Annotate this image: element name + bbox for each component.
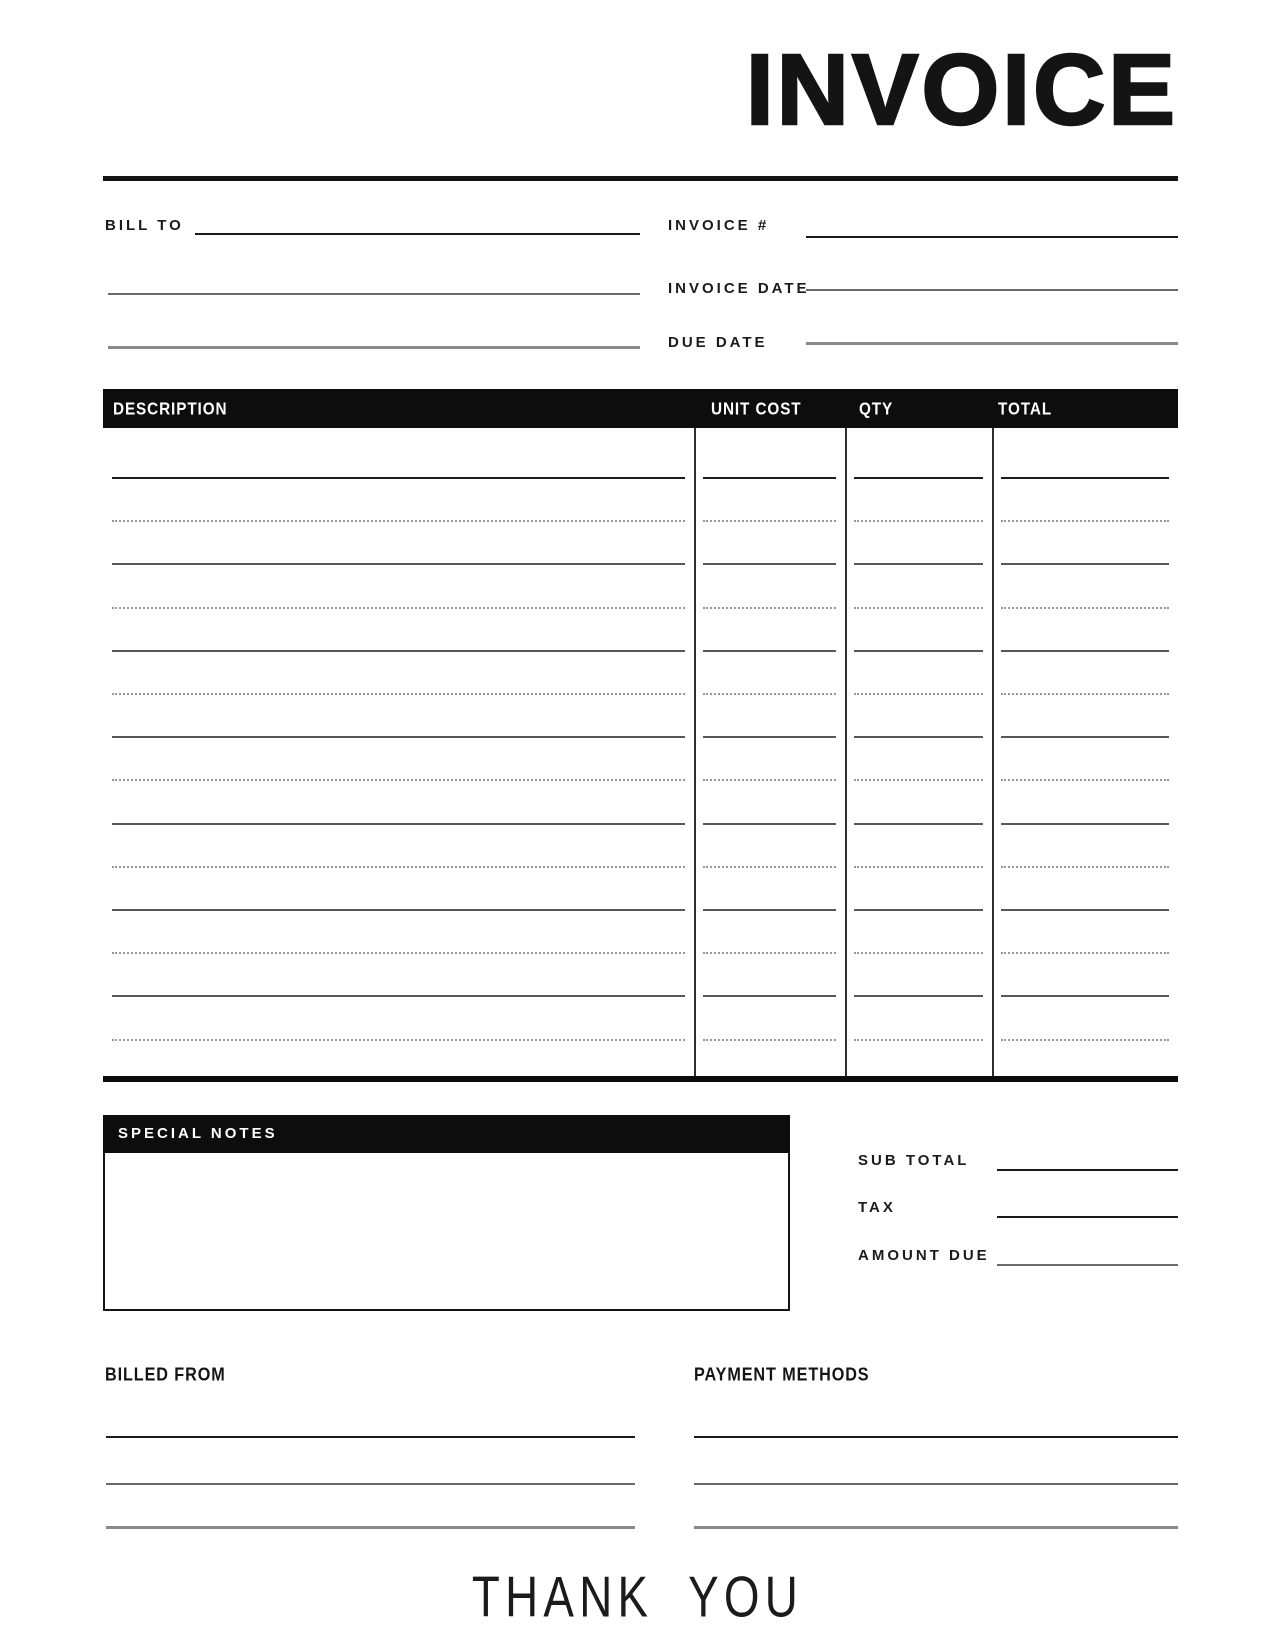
column-header-qty: QTY <box>859 398 894 419</box>
bill-to-line-2 <box>108 293 640 295</box>
ruled-line <box>854 650 983 652</box>
ruled-line <box>854 952 983 954</box>
ruled-line <box>112 866 685 868</box>
tax-label: TAX <box>858 1199 896 1216</box>
thank-you-text: THANK YOU <box>471 1566 804 1630</box>
ruled-line <box>703 607 836 609</box>
ruled-line <box>854 607 983 609</box>
ruled-line <box>1001 650 1169 652</box>
items-column-total <box>992 428 1178 1076</box>
ruled-line <box>703 909 836 911</box>
ruled-line <box>112 520 685 522</box>
column-divider <box>845 428 847 1076</box>
bill-to-line-3 <box>108 346 640 349</box>
ruled-line <box>112 650 685 652</box>
payment-methods-label: PAYMENT METHODS <box>694 1363 870 1385</box>
ruled-line <box>703 650 836 652</box>
title-rule <box>103 176 1178 181</box>
ruled-line <box>854 520 983 522</box>
ruled-line <box>703 823 836 825</box>
column-header-unit-cost: UNIT COST <box>711 398 802 419</box>
column-header-total: TOTAL <box>998 398 1053 419</box>
invoice-date-line <box>806 289 1178 291</box>
payment-methods-line-1 <box>694 1436 1178 1438</box>
billed-from-line-3 <box>106 1526 635 1529</box>
invoice-number-line <box>806 236 1178 238</box>
ruled-line <box>1001 563 1169 565</box>
items-column-unit-cost <box>694 428 845 1076</box>
page-title: INVOICE <box>745 34 1178 146</box>
ruled-line <box>703 995 836 997</box>
ruled-line <box>854 995 983 997</box>
ruled-line <box>703 1039 836 1041</box>
invoice-number-label: INVOICE # <box>668 217 770 234</box>
ruled-line <box>703 563 836 565</box>
ruled-line <box>112 563 685 565</box>
ruled-line <box>112 779 685 781</box>
column-divider <box>694 428 696 1076</box>
billed-from-label: BILLED FROM <box>105 1363 226 1385</box>
items-column-qty <box>845 428 992 1076</box>
ruled-line <box>112 909 685 911</box>
items-table-body <box>103 428 1178 1076</box>
ruled-line <box>854 477 983 479</box>
column-header-description: DESCRIPTION <box>113 398 228 419</box>
column-divider <box>992 428 994 1076</box>
ruled-line <box>112 477 685 479</box>
ruled-line <box>854 866 983 868</box>
ruled-line <box>1001 607 1169 609</box>
amount-due-line <box>997 1264 1178 1266</box>
ruled-line <box>703 520 836 522</box>
ruled-line <box>703 693 836 695</box>
items-column-description <box>103 428 694 1076</box>
due-date-line <box>806 342 1178 345</box>
payment-methods-line-2 <box>694 1483 1178 1485</box>
payment-methods-line-3 <box>694 1526 1178 1529</box>
billed-from-line-1 <box>106 1436 635 1438</box>
billed-from-line-2 <box>106 1483 635 1485</box>
ruled-line <box>854 779 983 781</box>
ruled-line <box>1001 866 1169 868</box>
ruled-line <box>1001 909 1169 911</box>
ruled-line <box>112 1039 685 1041</box>
invoice-date-label: INVOICE DATE <box>668 280 810 297</box>
ruled-line <box>854 1039 983 1041</box>
ruled-line <box>1001 1039 1169 1041</box>
ruled-line <box>1001 995 1169 997</box>
ruled-line <box>1001 477 1169 479</box>
ruled-line <box>112 952 685 954</box>
ruled-line <box>703 736 836 738</box>
ruled-line <box>1001 952 1169 954</box>
ruled-line <box>854 823 983 825</box>
amount-due-label: AMOUNT DUE <box>858 1247 990 1264</box>
ruled-line <box>1001 823 1169 825</box>
ruled-line <box>703 779 836 781</box>
due-date-label: DUE DATE <box>668 334 768 351</box>
ruled-line <box>854 563 983 565</box>
items-table-bottom-rule <box>103 1076 1178 1082</box>
ruled-line <box>854 909 983 911</box>
ruled-line <box>703 952 836 954</box>
ruled-line <box>1001 736 1169 738</box>
items-table-header <box>103 389 1178 428</box>
bill-to-label: BILL TO <box>105 217 184 234</box>
special-notes-header <box>103 1115 790 1153</box>
ruled-line <box>112 693 685 695</box>
bill-to-line-1 <box>195 233 640 235</box>
ruled-line <box>1001 693 1169 695</box>
ruled-line <box>1001 520 1169 522</box>
tax-line <box>997 1216 1178 1218</box>
ruled-line <box>703 866 836 868</box>
sub-total-line <box>997 1169 1178 1171</box>
ruled-line <box>1001 779 1169 781</box>
ruled-line <box>854 736 983 738</box>
special-notes-label: SPECIAL NOTES <box>118 1125 278 1142</box>
ruled-line <box>112 736 685 738</box>
ruled-line <box>112 995 685 997</box>
sub-total-label: SUB TOTAL <box>858 1152 970 1169</box>
ruled-line <box>854 693 983 695</box>
special-notes-box <box>103 1115 790 1311</box>
ruled-line <box>112 823 685 825</box>
ruled-line <box>112 607 685 609</box>
ruled-line <box>703 477 836 479</box>
